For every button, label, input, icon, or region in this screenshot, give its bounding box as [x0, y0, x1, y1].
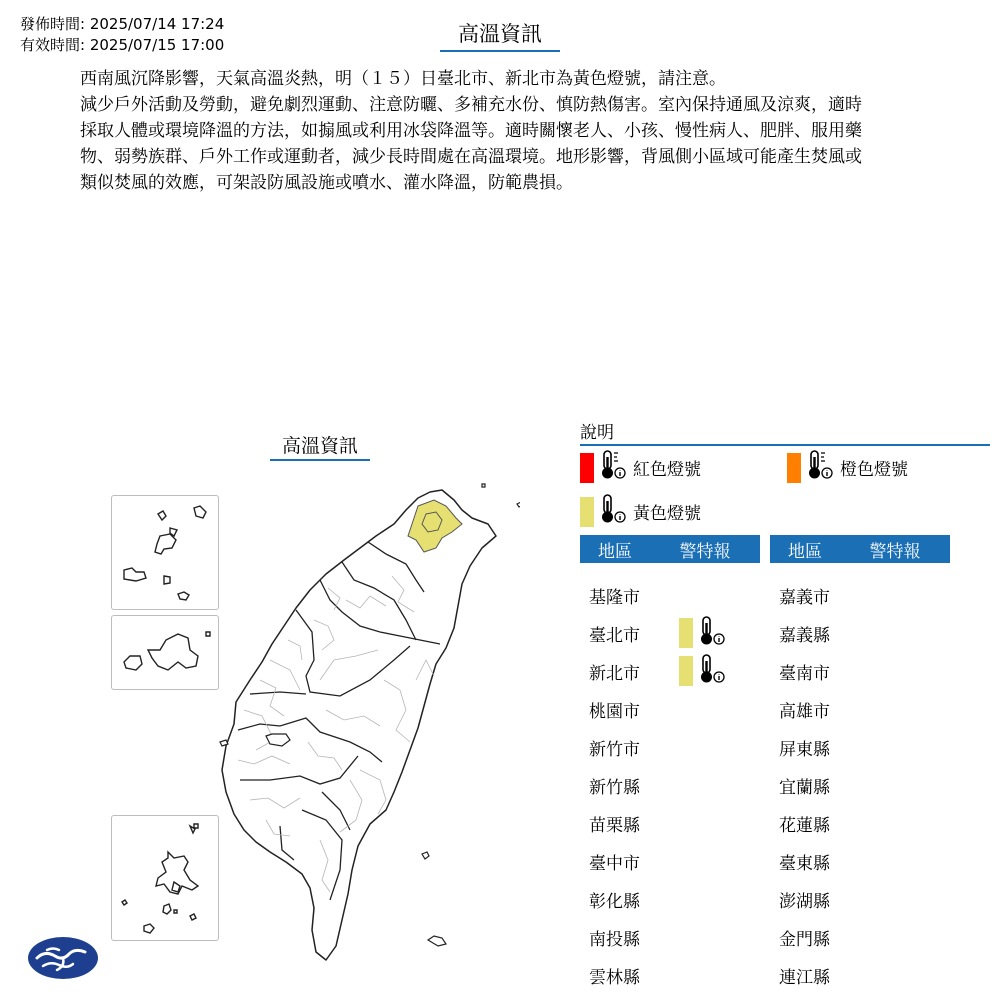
penghu-islands [112, 816, 218, 940]
region-name: 嘉義市 [779, 587, 830, 608]
region-name: 臺東縣 [779, 853, 830, 874]
region-row [770, 846, 869, 876]
table-header-right [770, 535, 950, 563]
thermometer-info-icon [599, 493, 627, 530]
region-row [770, 960, 869, 990]
region-row [580, 770, 679, 800]
col-warning-header: 警特報 [869, 541, 921, 562]
region-row [770, 580, 869, 610]
legend-title: 說明 [580, 418, 990, 446]
description [80, 66, 920, 196]
thermometer-info-icon [599, 449, 627, 486]
region-row [770, 922, 869, 952]
map-title: 高溫資訊 [270, 431, 370, 461]
matsu-islands [112, 496, 218, 609]
valid-time: 有效時間: 2025/07/15 17:00 [20, 36, 225, 54]
timestamps [20, 14, 224, 56]
inset-penghu [111, 815, 219, 941]
region-row [580, 656, 732, 686]
region-row [580, 922, 679, 952]
taiwan-map [210, 480, 520, 970]
region-row [770, 884, 869, 914]
region-row [770, 732, 869, 762]
region-row [580, 580, 679, 610]
region-row [580, 694, 679, 724]
kinmen-islands [112, 616, 218, 689]
region-name: 澎湖縣 [779, 891, 830, 912]
region-row [770, 808, 869, 838]
region-name: 宜蘭縣 [779, 777, 830, 798]
legend-yellow [580, 493, 701, 530]
region-name: 臺北市 [589, 625, 640, 646]
legend-yellow-swatch [580, 497, 594, 527]
region-name: 雲林縣 [589, 967, 640, 988]
region-name: 連江縣 [779, 967, 830, 988]
page-title: 高溫資訊 [440, 18, 560, 52]
col-region-header: 地區 [598, 541, 632, 562]
region-name: 桃園市 [589, 701, 640, 722]
thermometer-info-icon [698, 653, 726, 690]
region-name: 金門縣 [779, 929, 830, 950]
warning-swatch [679, 656, 693, 686]
legend-orange-label: 橙色燈號 [840, 460, 908, 480]
region-row [580, 618, 732, 648]
legend-orange [787, 449, 908, 486]
region-row [770, 694, 869, 724]
thermometer-info-icon [806, 449, 834, 486]
region-name: 苗栗縣 [589, 815, 640, 836]
region-name: 基隆市 [589, 587, 640, 608]
warning-indicator [679, 653, 732, 690]
region-name: 新竹縣 [589, 777, 640, 798]
warning-indicator [679, 615, 732, 652]
legend-orange-swatch [787, 453, 801, 483]
cwa-logo-icon [27, 936, 99, 984]
description-line: 物、弱勢族群、戶外工作或運動者，減少長時間處在高溫環境。地形影響，背風側小區域可能產生焚風或 [80, 147, 862, 167]
region-name: 彰化縣 [589, 891, 640, 912]
region-name: 嘉義縣 [779, 625, 830, 646]
region-name: 高雄市 [779, 701, 830, 722]
region-row [770, 770, 869, 800]
description-line: 類似焚風的效應，可架設防風設施或噴水、灌水降溫，防範農損。 [80, 173, 573, 193]
table-header-left [580, 535, 760, 563]
col-warning-header: 警特報 [679, 541, 731, 562]
region-name: 新北市 [589, 663, 640, 684]
region-name: 南投縣 [589, 929, 640, 950]
region-row [580, 808, 679, 838]
legend-yellow-label: 黃色燈號 [633, 504, 701, 524]
legend-red-label: 紅色燈號 [633, 460, 701, 480]
thermometer-info-icon [698, 615, 726, 652]
inset-kinmen [111, 615, 219, 690]
region-row [770, 656, 869, 686]
region-row [770, 618, 869, 648]
region-name: 臺中市 [589, 853, 640, 874]
legend-red [580, 449, 701, 486]
region-name: 屏東縣 [779, 739, 830, 760]
region-name: 臺南市 [779, 663, 830, 684]
description-line: 減少戶外活動及勞動，避免劇烈運動、注意防曬、多補充水份、慎防熱傷害。室內保持通風及涼爽，適時 [80, 95, 862, 115]
region-name: 花蓮縣 [779, 815, 830, 836]
publish-time: 發佈時間: 2025/07/14 17:24 [20, 15, 225, 33]
region-row [580, 884, 679, 914]
region-row [580, 732, 679, 762]
description-line: 採取人體或環境降溫的方法，如搧風或利用冰袋降溫等。適時關懷老人、小孩、慢性病人、肥胖、服用藥 [80, 121, 862, 141]
region-row [580, 846, 679, 876]
region-name: 新竹市 [589, 739, 640, 760]
col-region-header: 地區 [788, 541, 822, 562]
taiwan-island [222, 490, 496, 960]
inset-matsu [111, 495, 219, 610]
description-line: 西南風沉降影響，天氣高溫炎熱，明（１５）日臺北市、新北市為黃色燈號，請注意。 [80, 69, 726, 89]
region-row [580, 960, 679, 990]
legend-red-swatch [580, 453, 594, 483]
warning-swatch [679, 618, 693, 648]
